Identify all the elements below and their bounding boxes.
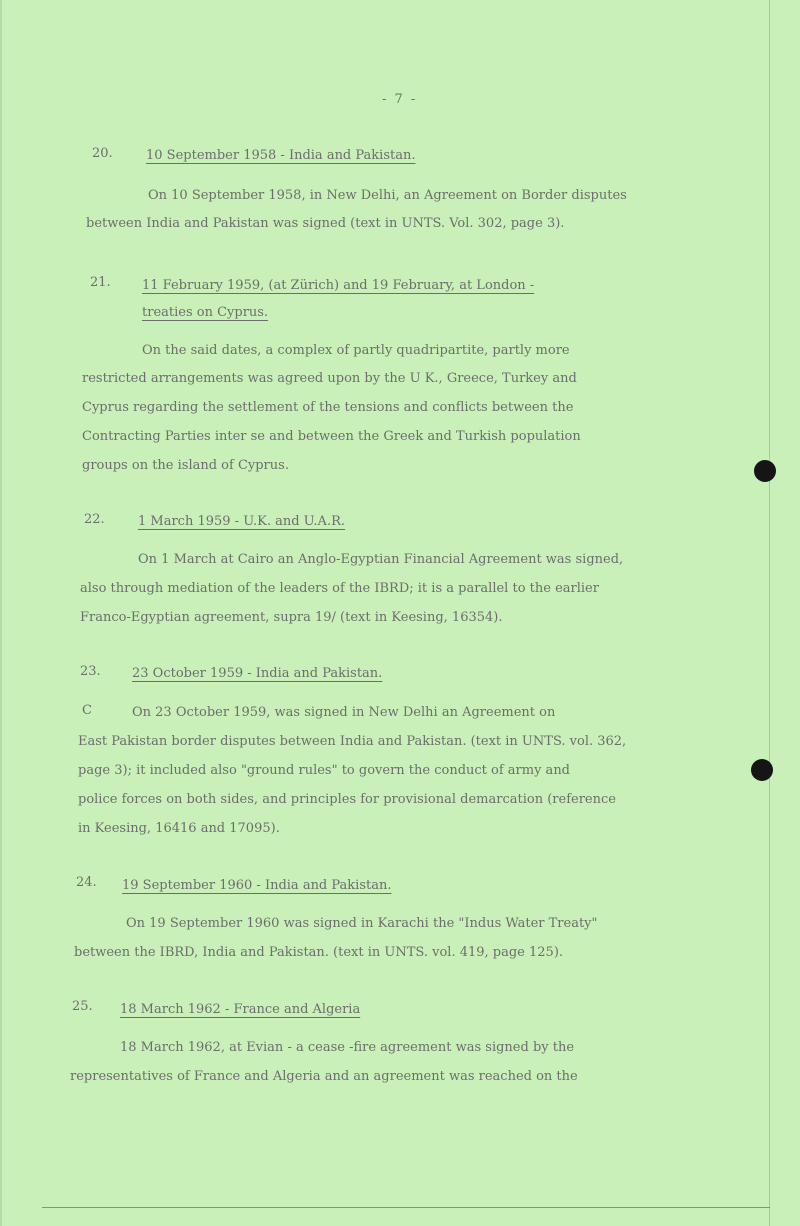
section-heading: 1 March 1959 - U.K. and U.A.R.	[138, 514, 345, 529]
section-heading: 23 October 1959 - India and Pakistan.	[132, 666, 383, 681]
body-line: police forces on both sides, and principles for provisional demarcation (reference	[78, 792, 616, 807]
body-line: representatives of France and Algeria and an agreement was reached on the	[70, 1069, 578, 1084]
body-line: On 23 October 1959, was signed in New Delhi an Agreement on	[132, 705, 556, 720]
punch-hole-bottom	[751, 759, 773, 781]
body-line: On the said dates, a complex of partly quadripartite, partly more	[142, 343, 570, 358]
body-line: On 1 March at Cairo an Anglo-Egyptian Financial Agreement was signed,	[138, 552, 624, 567]
section-heading: 19 September 1960 - India and Pakistan.	[122, 878, 392, 893]
body-line: restricted arrangements was agreed upon by the U K., Greece, Turkey and	[82, 371, 577, 386]
body-line: groups on the island of Cyprus.	[82, 458, 289, 473]
body-line: also through mediation of the leaders of the IBRD; it is a parallel to the earlier	[80, 581, 599, 596]
section-number: 20.	[92, 146, 113, 161]
section-number: 22.	[84, 512, 105, 527]
section-heading: 18 March 1962 - France and Algeria	[120, 1002, 361, 1017]
body-line: between the IBRD, India and Pakistan. (text in UNTS. vol. 419, page 125).	[74, 945, 564, 960]
section-number: 24.	[76, 875, 97, 890]
section-heading: 10 September 1958 - India and Pakistan.	[146, 148, 416, 163]
fold-line	[769, 0, 770, 1226]
body-line: Contracting Parties inter se and between the Greek and Turkish population	[82, 429, 581, 444]
bottom-rule	[42, 1207, 770, 1208]
section-heading: 11 February 1959, (at Zürich) and 19 February, at London -	[142, 278, 535, 293]
section-number: 23.	[80, 664, 101, 679]
body-line: On 19 September 1960 was signed in Karachi the "Indus Water Treaty"	[126, 916, 598, 931]
section-heading: treaties on Cyprus.	[142, 305, 269, 320]
body-line: in Keesing, 16416 and 17095).	[78, 821, 280, 836]
body-line: On 10 September 1958, in New Delhi, an Agreement on Border disputes	[148, 188, 627, 203]
page-number: - 7 -	[382, 92, 418, 107]
section-number: 25.	[72, 999, 93, 1014]
body-line: Cyprus regarding the settlement of the tensions and conflicts between the	[82, 400, 574, 415]
body-line: 18 March 1962, at Evian - a cease -fire agreement was signed by the	[120, 1040, 575, 1055]
body-line: Franco-Egyptian agreement, supra 19/ (text in Keesing, 16354).	[80, 610, 503, 625]
punch-hole-top	[754, 460, 776, 482]
body-line: page 3); it included also "ground rules" to govern the conduct of army and	[78, 763, 571, 778]
section-number: 21.	[90, 275, 111, 290]
body-line: between India and Pakistan was signed (text in UNTS. Vol. 302, page 3).	[86, 216, 565, 231]
body-line: East Pakistan border disputes between India and Pakistan. (text in UNTS. vol. 362,	[78, 734, 627, 749]
margin-mark: C	[82, 703, 92, 718]
